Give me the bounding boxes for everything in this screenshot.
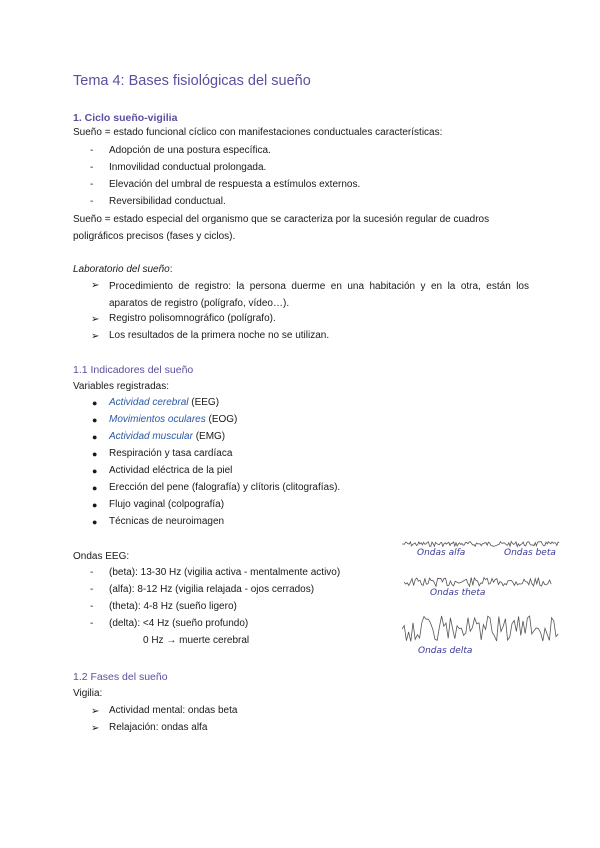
eeg-item-theta: (theta): 4-8 Hz (sueño ligero)	[109, 601, 237, 612]
eeg-extra: 0 Hz → muerte cerebral	[143, 635, 250, 646]
term-suffix: (EEG)	[188, 397, 220, 408]
list-item	[109, 414, 237, 425]
lab-item: Los resultados de la primera noche no se utilizan.	[109, 330, 330, 341]
dash-marker: -	[90, 567, 94, 578]
lab-title-text: Laboratorio del sueño	[73, 264, 170, 275]
list-item	[109, 397, 219, 408]
bullet-marker: ●	[92, 483, 98, 493]
list-item: Reversibilidad conductual.	[109, 196, 226, 207]
bullet-marker: ●	[92, 500, 98, 510]
colored-term: Actividad cerebral	[109, 397, 189, 408]
arrow-marker: ➢	[91, 331, 100, 342]
list-item: Actividad eléctrica de la piel	[109, 465, 233, 476]
theta-wave-trace	[404, 578, 551, 587]
page-title: Tema 4: Bases fisiológicas del sueño	[73, 73, 311, 89]
dash-marker: -	[90, 618, 94, 629]
wave-delta-figure	[402, 611, 562, 647]
arrow-marker: ➢	[91, 314, 100, 325]
wave-label-alfa: Ondas alfa	[417, 548, 466, 558]
bullet-marker: ●	[92, 449, 98, 459]
wave-label-beta: Ondas beta	[504, 548, 556, 558]
section12-intro: Vigilia:	[73, 688, 103, 699]
dash-marker: -	[90, 601, 94, 612]
wave-label-theta: Ondas theta	[430, 588, 486, 598]
bullet-marker: ●	[92, 517, 98, 527]
section-heading-ciclo: 1. Ciclo sueño-vigilia	[73, 112, 178, 124]
list-item: Técnicas de neuroimagen	[109, 516, 225, 527]
eeg-item-beta: (beta): 13-30 Hz (vigilia activa - mentalmente activo)	[109, 567, 341, 578]
delta-wave-trace	[402, 616, 558, 641]
bullet-marker: ●	[92, 398, 98, 408]
term-suffix: (EMG)	[192, 431, 226, 442]
wave-label-delta: Ondas delta	[418, 646, 473, 656]
bullet-marker: ●	[92, 432, 98, 442]
list-item: Erección del pene (falografía) y clítoris (clitografías).	[109, 482, 341, 493]
section1-intro: Sueño = estado funcional cíclico con manifestaciones conductuales características:	[73, 127, 443, 138]
colored-term: Actividad muscular	[109, 431, 193, 442]
dash-marker: -	[90, 145, 94, 156]
alfa-beta-wave-trace	[402, 542, 559, 547]
section-heading-indicadores: 1.1 Indicadores del sueño	[73, 364, 194, 376]
list-item: Respiración y tasa cardíaca	[109, 448, 233, 459]
lab-title	[73, 262, 173, 279]
list-item: Adopción de una postura específica.	[109, 145, 271, 156]
list-item: Relajación: ondas alfa	[109, 722, 208, 733]
term-suffix: (EOG)	[205, 414, 238, 425]
lab-item: Registro polisomnográfico (polígrafo).	[109, 313, 276, 324]
dash-marker: -	[90, 179, 94, 190]
eeg-title: Ondas EEG:	[73, 551, 130, 562]
definition-line-1: Sueño = estado especial del organismo que se caracteriza por la sucesión regular de cuadros	[73, 214, 490, 225]
dash-marker: -	[90, 162, 94, 173]
eeg-item-alfa: (alfa): 8-12 Hz (vigilia relajada - ojos cerrados)	[109, 584, 315, 595]
list-item: Inmovilidad conductual prolongada.	[109, 162, 267, 173]
bullet-marker: ●	[92, 466, 98, 476]
lab-item: Procedimiento de registro: la persona duerme en una habitación y en la otra, están los aparatos de registro (polígrafo, vídeo…).	[109, 281, 529, 309]
lab-title-colon: :	[169, 264, 173, 275]
arrow-marker: ➢	[91, 706, 100, 717]
wave-theta-figure	[404, 575, 554, 589]
list-item	[109, 431, 225, 442]
dash-marker: -	[90, 196, 94, 207]
definition-line-2: poligráficos precisos (fases y ciclos).	[73, 231, 236, 242]
colored-term: Movimientos oculares	[109, 414, 206, 425]
list-item: Actividad mental: ondas beta	[109, 705, 238, 716]
eeg-item-delta: (delta): <4 Hz (sueño profundo)	[109, 618, 249, 629]
list-item: Elevación del umbral de respuesta a estímulos externos.	[109, 179, 361, 190]
dash-marker: -	[90, 584, 94, 595]
arrow-marker: ➢	[91, 280, 100, 291]
arrow-marker: ➢	[91, 723, 100, 734]
list-item: Flujo vaginal (colpografía)	[109, 499, 225, 510]
section11-intro: Variables registradas:	[73, 381, 169, 392]
bullet-marker: ●	[92, 415, 98, 425]
section-heading-fases: 1.2 Fases del sueño	[73, 671, 168, 683]
